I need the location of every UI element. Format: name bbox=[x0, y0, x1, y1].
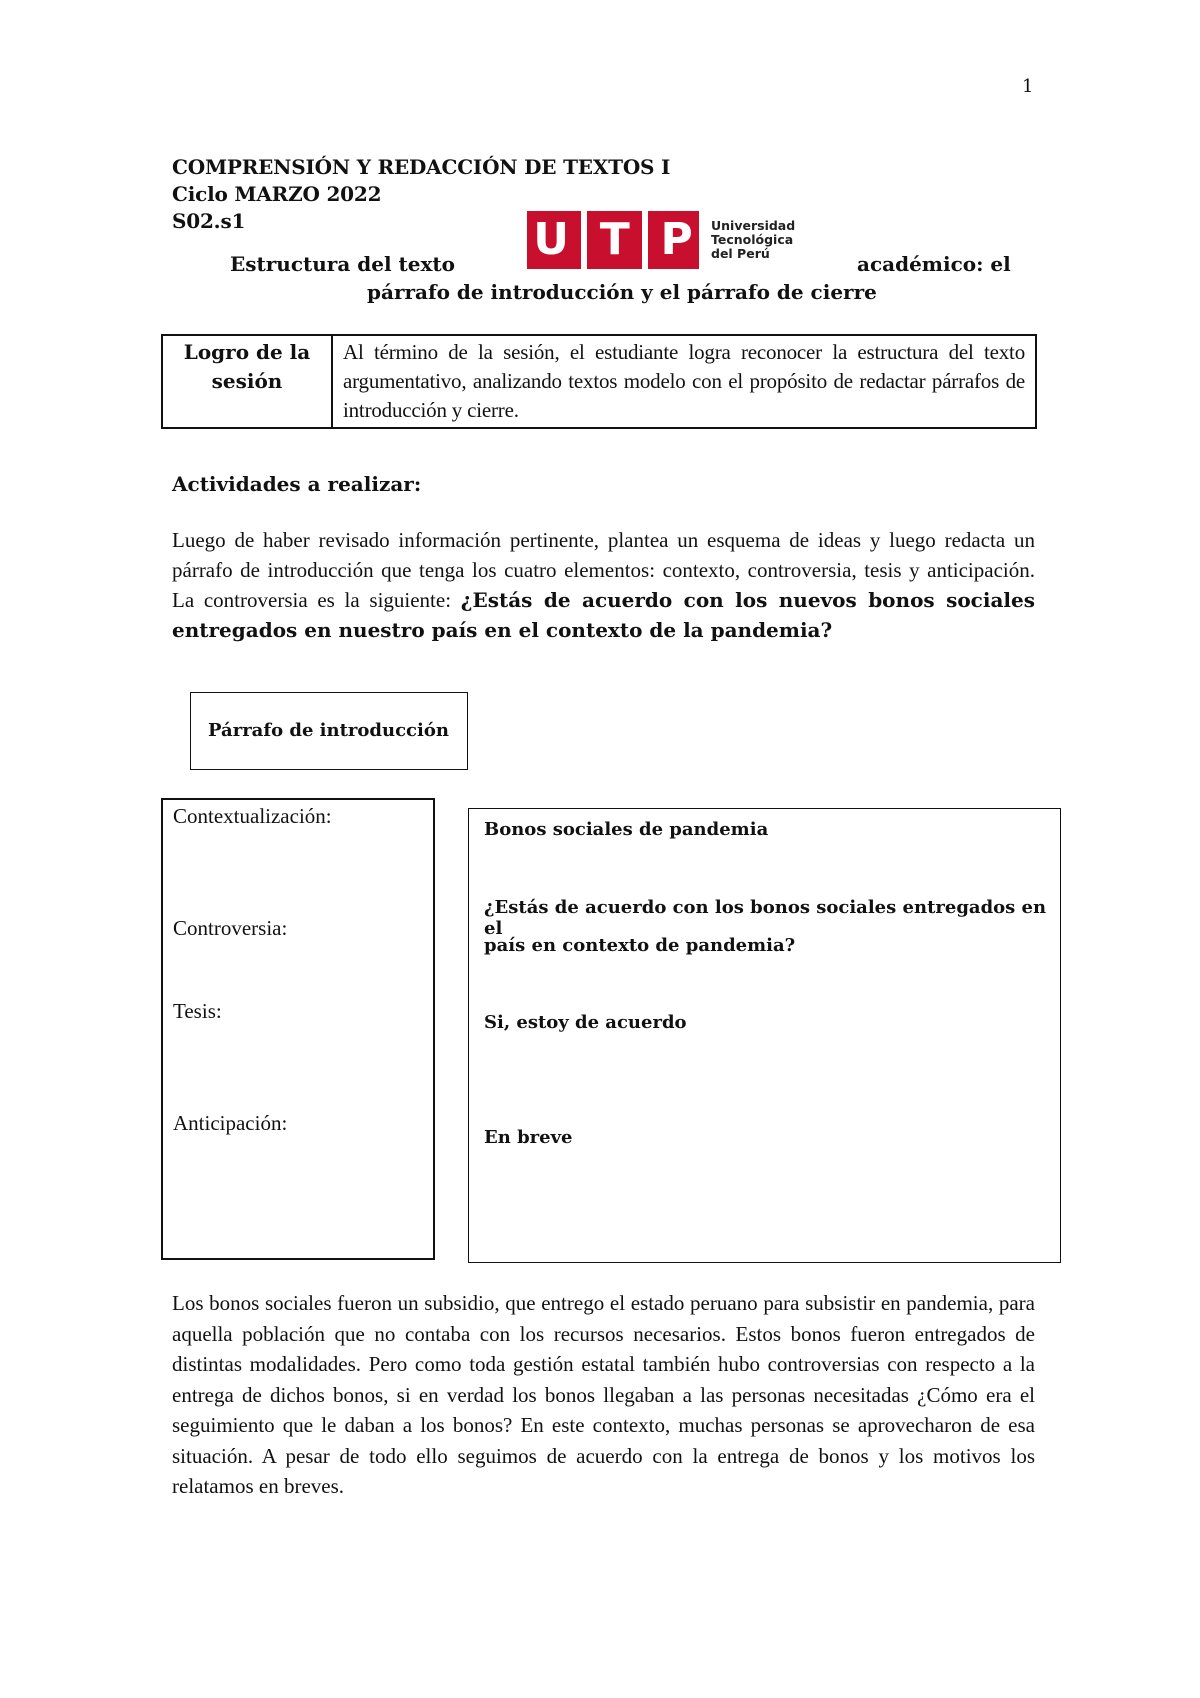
session-code: S02.s1 bbox=[172, 209, 246, 233]
label-contextualizacion: Contextualización: bbox=[173, 804, 332, 828]
logo-letter-u: U bbox=[533, 214, 569, 265]
answer-controversia-line2: país en contexto de pandemia? bbox=[484, 935, 796, 956]
logro-label: Logro de la sesión bbox=[162, 335, 332, 428]
intro-label-box bbox=[190, 692, 468, 770]
answer-tesis: Si, estoy de acuerdo bbox=[484, 1012, 687, 1033]
utp-logo-text bbox=[711, 219, 795, 261]
intro-label: Párrafo de introducción bbox=[208, 720, 449, 741]
answer-contexto: Bonos sociales de pandemia bbox=[484, 819, 769, 840]
intro-paragraph: Los bonos sociales fueron un subsidio, que entrego el estado peruano para subsistir en pandemia, para aquella población que no contaba con los recursos necesarios. Estos bonos fueron entregados de distintas modalidades. Pero como toda gestión estatal también hubo controversias con respecto a la entrega de dichos bonos, si en verdad los bonos llegaban a las personas necesitadas ¿Cómo era el seguimiento que le daban a los bonos? En este contexto, muchas personas se aprovecharon de esa situación. A pesar de todo ello seguimos de acuerdo con la entrega de bonos y los motivos los relatamos en breves. bbox=[172, 1291, 1035, 1498]
logo-text-line3: del Perú bbox=[711, 246, 770, 261]
logro-table bbox=[161, 334, 1037, 429]
instruction-controversy: ¿Estás de acuerdo con los nuevos bonos sociales entregados en nuestro país en el contexto de la pandemia? bbox=[172, 588, 1035, 642]
answer-anticipacion: En breve bbox=[484, 1127, 573, 1148]
instruction-plain: Luego de haber revisado información pertinente, plantea un esquema de ideas y luego redacta un párrafo de introducción que tenga los cuatro elementos: contexto, controversia, tesis y anticipación. La controversia es la siguiente: bbox=[172, 528, 1035, 612]
doc-title-part1: Estructura del texto bbox=[230, 252, 455, 276]
label-controversia: Controversia: bbox=[173, 916, 288, 940]
course-title: COMPRENSIÓN Y REDACCIÓN DE TEXTOS I bbox=[172, 155, 671, 179]
logo-text-line1: Universidad bbox=[711, 218, 796, 233]
logo-text-line2: Tecnológica bbox=[711, 232, 794, 247]
utp-logo bbox=[527, 211, 797, 269]
answer-controversia-line1: ¿Estás de acuerdo con los bonos sociales entregados en el bbox=[484, 897, 1047, 939]
doc-title-line2: párrafo de introducción y el párrafo de cierre bbox=[367, 280, 877, 304]
doc-title-part2: académico: el bbox=[857, 252, 1011, 276]
activities-heading: Actividades a realizar: bbox=[172, 472, 422, 496]
label-tesis: Tesis: bbox=[173, 999, 222, 1023]
logro-text: Al término de la sesión, el estudiante logra reconocer la estructura del texto argumentativo, analizando textos modelo con el propósito de redactar párrafos de introducción y cierre. bbox=[332, 335, 1036, 428]
logo-letter-t: T bbox=[599, 214, 630, 265]
label-anticipacion: Anticipación: bbox=[173, 1111, 288, 1135]
utp-logo-mark bbox=[527, 211, 699, 269]
page-number: 1 bbox=[1022, 76, 1034, 97]
schema-labels-box bbox=[161, 798, 435, 1260]
cycle-label: Ciclo MARZO 2022 bbox=[172, 182, 382, 206]
schema-answers-box bbox=[468, 808, 1061, 1263]
logo-letter-p: P bbox=[660, 214, 693, 265]
activities-instruction bbox=[172, 525, 1035, 645]
